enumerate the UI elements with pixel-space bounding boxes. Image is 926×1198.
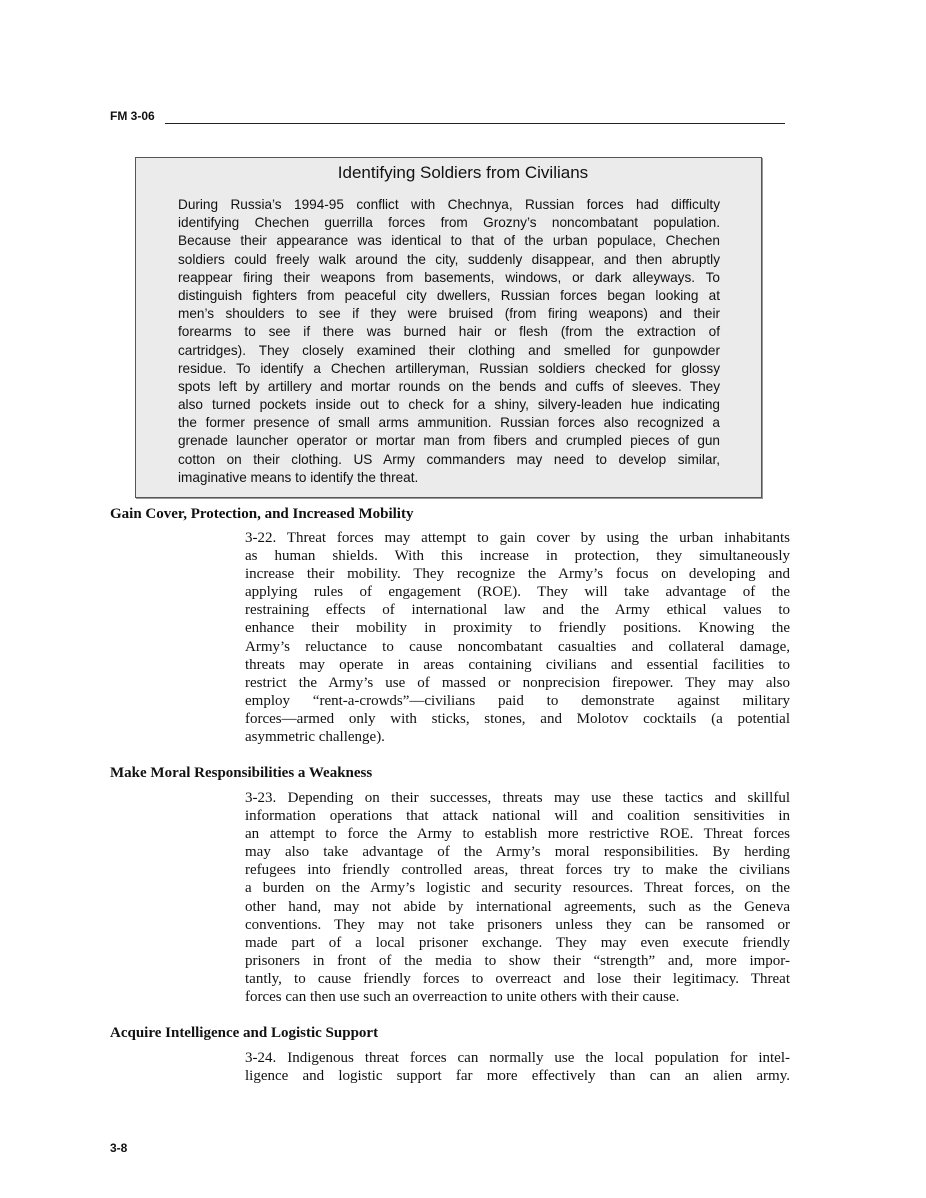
text-line: grenade launcher operator or mortar man from fibers and crumpled pieces of gun bbox=[178, 433, 720, 449]
text-line: 3-23. Depending on their successes, threats may use these tactics and skillful bbox=[245, 790, 790, 806]
text-line: cotton on their clothing. US Army commanders may need to develop similar, bbox=[178, 451, 720, 467]
paragraph-3-23 bbox=[245, 789, 790, 1006]
paragraph-3-22 bbox=[245, 529, 790, 746]
text-line: enhance their mobility in proximity to friendly positions. Knowing the bbox=[245, 620, 790, 637]
text-line: may also take advantage of the Army’s moral responsibilities. By herding bbox=[245, 844, 790, 861]
text-line: spots left by artillery and mortar rounds on the bends and cuffs of sleeves. They bbox=[178, 378, 720, 394]
text-line: Because their appearance was identical to that of the urban populace, Chechen bbox=[178, 233, 720, 249]
text-line: prisoners in front of the media to show their “strength” and, more impor- bbox=[245, 952, 790, 969]
text-line: refugees into friendly controlled areas, threat forces try to make the civilians bbox=[245, 862, 790, 879]
text-line: 3-22. Threat forces may attempt to gain cover by using the urban inhabitants bbox=[245, 530, 790, 546]
paragraph-3-24 bbox=[245, 1049, 790, 1085]
text-line: cartridges). They closely examined their clothing and smelled for gunpowder bbox=[178, 342, 720, 358]
text-line: residue. To identify a Chechen artilleryman, Russian soldiers checked for glossy bbox=[178, 360, 720, 376]
text-line: a burden on the Army’s logistic and security resources. Threat forces, on the bbox=[245, 880, 790, 897]
running-header: FM 3-06 bbox=[110, 109, 155, 123]
text-line: applying rules of engagement (ROE). They will take advantage of the bbox=[245, 584, 790, 601]
text-line: conventions. They may not take prisoners unless they can be ransomed or bbox=[245, 916, 790, 933]
text-line: the former presence of small arms ammunition. Russian forces also recognized a bbox=[178, 415, 720, 431]
sidebar-box-body bbox=[178, 196, 720, 487]
text-line: employ “rent-a-crowds”—civilians paid to demonstrate against military bbox=[245, 692, 790, 709]
section-heading: Gain Cover, Protection, and Increased Mobility bbox=[110, 506, 414, 522]
text-line: men’s shoulders to see if they were bruised (from firing weapons) and their bbox=[178, 306, 720, 322]
text-line: identifying Chechen guerrilla forces from Grozny’s noncombatant population. bbox=[178, 215, 720, 231]
text-line: other hand, may not abide by international agreements, such as the Geneva bbox=[245, 898, 790, 915]
text-line: soldiers could freely walk around the city, suddenly disappear, and then abruptly bbox=[178, 251, 720, 267]
text-line: Army’s reluctance to cause noncombatant casualties and collateral damage, bbox=[245, 638, 790, 655]
text-line: distinguish fighters from peaceful city dwellers, Russian forces began looking at bbox=[178, 287, 720, 303]
text-line: an attempt to force the Army to establish more restrictive ROE. Threat forces bbox=[245, 826, 790, 843]
text-line: made part of a local prisoner exchange. They may even execute friendly bbox=[245, 934, 790, 951]
text-line: restraining effects of international law and the Army ethical values to bbox=[245, 602, 790, 619]
header-rule bbox=[165, 123, 785, 124]
text-line: forces—armed only with sticks, stones, and Molotov cocktails (a potential bbox=[245, 710, 790, 727]
text-line: imaginative means to identify the threat. bbox=[178, 469, 419, 485]
text-line: increase their mobility. They recognize the Army’s focus on developing and bbox=[245, 566, 790, 583]
section-heading: Acquire Intelligence and Logistic Support bbox=[110, 1025, 379, 1041]
text-line: ligence and logistic support far more effectively than can an alien army. bbox=[245, 1068, 790, 1085]
text-line: threats may operate in areas containing civilians and essential facilities to bbox=[245, 656, 790, 673]
section-heading: Make Moral Responsibilities a Weakness bbox=[110, 765, 373, 781]
sidebar-box-title: Identifying Soldiers from Civilians bbox=[337, 163, 589, 182]
text-line: asymmetric challenge). bbox=[245, 729, 385, 746]
text-line: forces can then use such an overreaction to unite others with their cause. bbox=[245, 989, 680, 1006]
text-line: tantly, to cause friendly forces to overreact and lose their legitimacy. Threat bbox=[245, 970, 790, 987]
text-line: forearms to see if there was burned hair or flesh (from the extraction of bbox=[178, 324, 720, 340]
text-line: also turned pockets inside out to check for a shiny, silvery-leaden hue indicating bbox=[178, 397, 720, 413]
text-line: information operations that attack national will and coalition sensitivities in bbox=[245, 808, 790, 825]
text-line: as human shields. With this increase in protection, they simultaneously bbox=[245, 548, 790, 565]
text-line: restrict the Army’s use of massed or nonprecision firepower. They may also bbox=[245, 674, 790, 691]
page-number: 3-8 bbox=[110, 1141, 128, 1155]
text-line: During Russia’s 1994-95 conflict with Chechnya, Russian forces had difficulty bbox=[178, 197, 720, 212]
text-line: reappear firing their weapons from basements, windows, or dark alleyways. To bbox=[178, 269, 720, 285]
text-line: 3-24. Indigenous threat forces can normally use the local population for intel- bbox=[245, 1050, 790, 1066]
